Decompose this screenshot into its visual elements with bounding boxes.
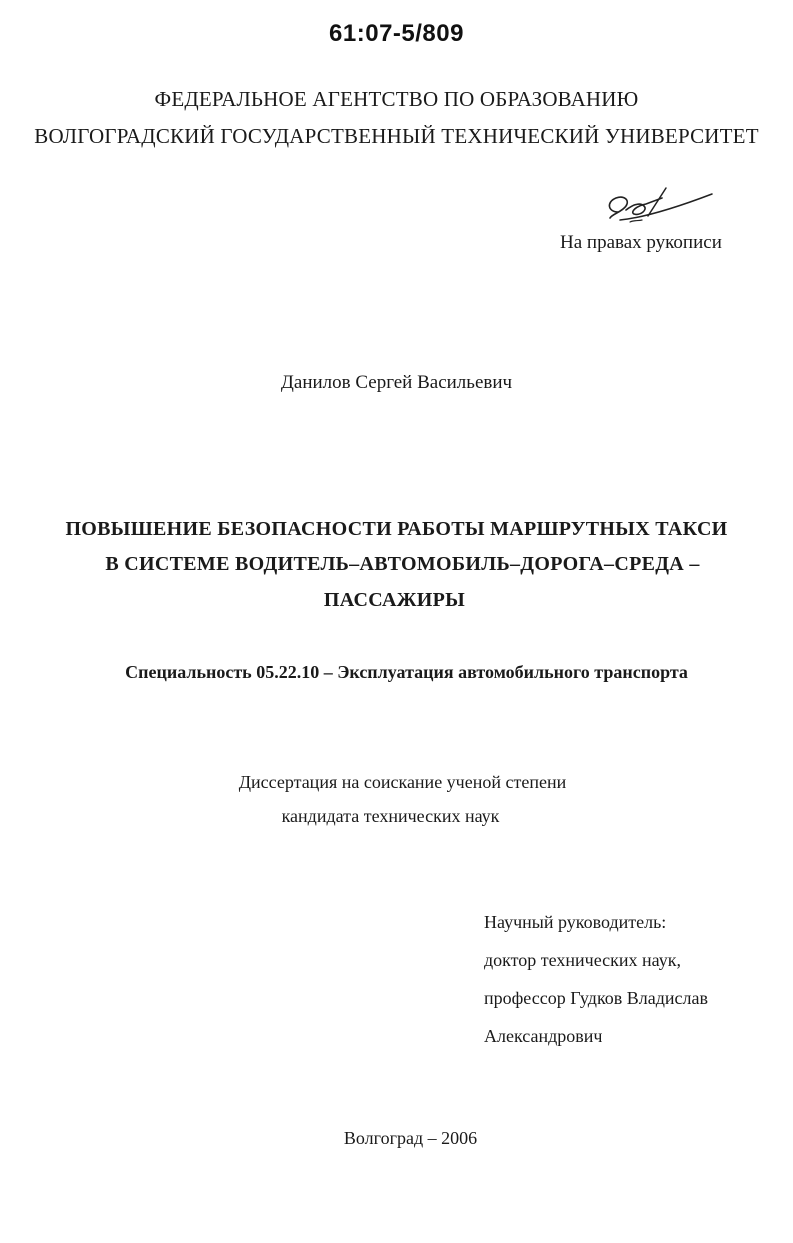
university-name: ВОЛГОГРАДСКИЙ ГОСУДАРСТВЕННЫЙ ТЕХНИЧЕСКИЙ УНИВЕРСИТЕТ [34, 124, 759, 148]
title-line-1: ПОВЫШЕНИЕ БЕЗОПАСНОСТИ РАБОТЫ МАРШРУТНЫХ ТАКСИ [65, 518, 728, 540]
specialty: Специальность 05.22.10 – Эксплуатация автомобильного транспорта [125, 662, 688, 682]
catalog-number: 61:07-5/809 [329, 20, 464, 47]
handwritten-signature [600, 182, 720, 230]
city-year: Волгоград – 2006 [343, 1128, 478, 1148]
degree-line-1: Диссертация на соискание ученой степени [238, 772, 567, 792]
title-line-2: В СИСТЕМЕ ВОДИТЕЛЬ–АВТОМОБИЛЬ–ДОРОГА–СРЕДА – [105, 553, 700, 575]
author-name: Данилов Сергей Васильевич [280, 372, 513, 393]
supervisor-heading: Научный руководитель: [484, 912, 667, 932]
manuscript-note: На правах рукописи [560, 232, 722, 253]
supervisor-name: профессор Гудков Владислав [484, 988, 709, 1008]
supervisor-patronymic: Александрович [484, 1026, 603, 1046]
agency-name: ФЕДЕРАЛЬНОЕ АГЕНТСТВО ПО ОБРАЗОВАНИЮ [154, 87, 639, 111]
degree-line-2: кандидата технических наук [281, 806, 500, 826]
title-line-3: ПАССАЖИРЫ [323, 589, 466, 611]
supervisor-degree: доктор технических наук, [484, 950, 681, 970]
